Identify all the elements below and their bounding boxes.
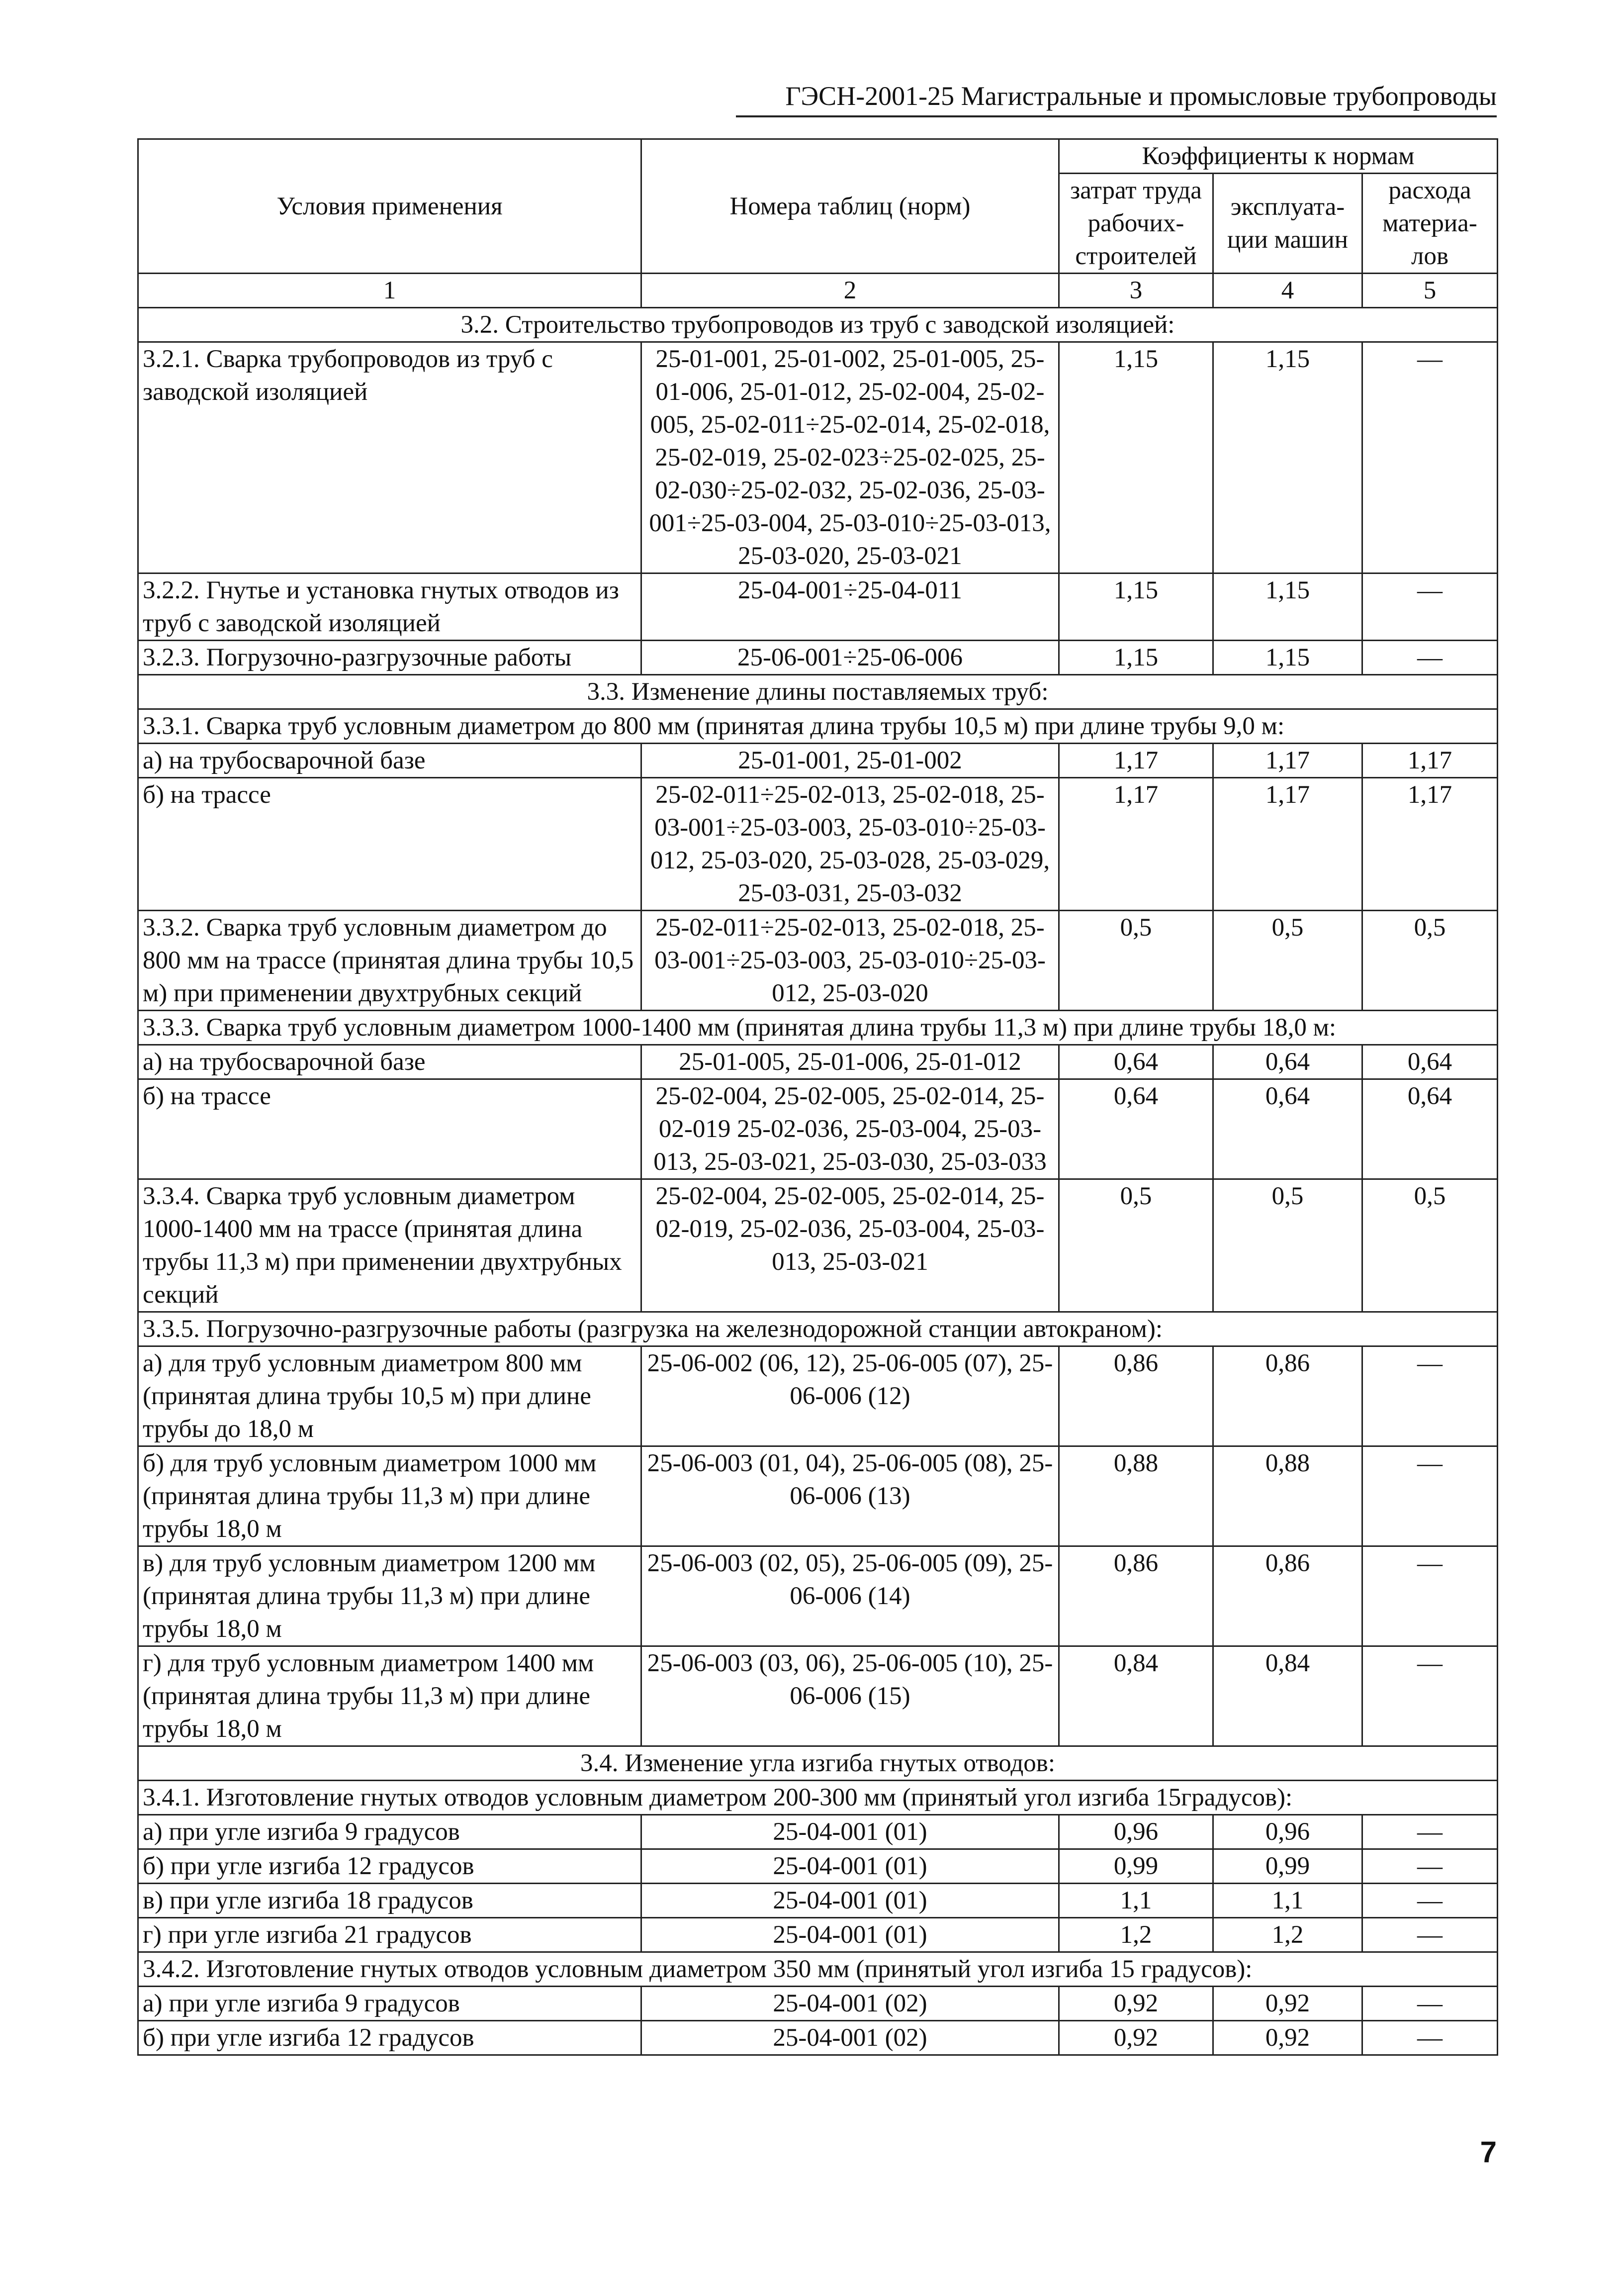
labor-coefficient-cell: 0,96 <box>1059 1815 1213 1849</box>
condition-cell: а) на трубосварочной базе <box>138 744 641 778</box>
table-row <box>138 1346 1498 1446</box>
table-numbers-cell: 25-04-001 (02) <box>641 2021 1059 2055</box>
header-materials: расхода материа-лов <box>1362 174 1498 274</box>
labor-coefficient-cell: 0,92 <box>1059 1987 1213 2021</box>
machines-coefficient-cell: 0,64 <box>1213 1045 1362 1079</box>
condition-cell: б) на трассе <box>138 778 641 911</box>
condition-cell: 3.3.2. Сварка труб условным диаметром до 800 мм на трассе (принятая длина трубы 10,5 м) при применении двухтрубных секций <box>138 911 641 1011</box>
materials-coefficient-cell: — <box>1362 1546 1498 1646</box>
labor-coefficient-cell: 0,86 <box>1059 1346 1213 1446</box>
section-title: 3.2. Строительство трубопроводов из труб с заводской изоляцией: <box>138 308 1498 342</box>
table-row <box>138 1079 1498 1179</box>
norms-coefficients-table <box>137 138 1498 2056</box>
labor-coefficient-cell: 0,64 <box>1059 1045 1213 1079</box>
machines-coefficient-cell: 0,84 <box>1213 1646 1362 1746</box>
table-row <box>138 1918 1498 1952</box>
subsection-title: 3.4.1. Изготовление гнутых отводов условным диаметром 200-300 мм (принятый угол изгиба 15градусов): <box>138 1781 1498 1815</box>
table-row <box>138 2021 1498 2055</box>
labor-coefficient-cell: 0,84 <box>1059 1646 1213 1746</box>
labor-coefficient-cell: 0,86 <box>1059 1546 1213 1646</box>
table-body <box>138 308 1498 2055</box>
section-title: 3.4. Изменение угла изгиба гнутых отводов: <box>138 1746 1498 1781</box>
subsection-title: 3.3.5. Погрузочно-разгрузочные работы (разгрузка на железнодорожной станции автокраном): <box>138 1312 1498 1346</box>
table-numbers-cell: 25-04-001 (01) <box>641 1884 1059 1918</box>
page-number: 7 <box>1480 2135 1497 2169</box>
subsection-title: 3.3.3. Сварка труб условным диаметром 1000-1400 мм (принятая длина трубы 11,3 м) при длине трубы 18,0 м: <box>138 1011 1498 1045</box>
table-row <box>138 1179 1498 1312</box>
table-numbers-cell: 25-01-005, 25-01-006, 25-01-012 <box>641 1045 1059 1079</box>
table-row <box>138 641 1498 675</box>
labor-coefficient-cell: 1,15 <box>1059 573 1213 641</box>
condition-cell: 3.3.4. Сварка труб условным диаметром 1000-1400 мм на трассе (принятая длина трубы 11,3 м) при применении двухтрубных секций <box>138 1179 641 1312</box>
machines-coefficient-cell: 1,15 <box>1213 573 1362 641</box>
materials-coefficient-cell: — <box>1362 1646 1498 1746</box>
condition-cell: 3.2.3. Погрузочно-разгрузочные работы <box>138 641 641 675</box>
machines-coefficient-cell: 1,17 <box>1213 778 1362 911</box>
table-numbers-cell: 25-01-001, 25-01-002 <box>641 744 1059 778</box>
labor-coefficient-cell: 1,17 <box>1059 744 1213 778</box>
header-coefficients: Коэффициенты к нормам <box>1059 139 1498 174</box>
machines-coefficient-cell: 1,15 <box>1213 641 1362 675</box>
header-machines: эксплуата-ции машин <box>1213 174 1362 274</box>
column-number-4: 4 <box>1213 274 1362 308</box>
machines-coefficient-cell: 0,96 <box>1213 1815 1362 1849</box>
machines-coefficient-cell: 0,86 <box>1213 1346 1362 1446</box>
labor-coefficient-cell: 0,64 <box>1059 1079 1213 1179</box>
materials-coefficient-cell: — <box>1362 2021 1498 2055</box>
machines-coefficient-cell: 1,1 <box>1213 1884 1362 1918</box>
condition-cell: а) для труб условным диаметром 800 мм (принятая длина трубы 10,5 м) при длине трубы до 18,0 м <box>138 1346 641 1446</box>
table-numbers-cell: 25-06-003 (01, 04), 25-06-005 (08), 25-06-006 (13) <box>641 1446 1059 1546</box>
materials-coefficient-cell: 1,17 <box>1362 778 1498 911</box>
machines-coefficient-cell: 0,92 <box>1213 1987 1362 2021</box>
condition-cell: 3.2.2. Гнутье и установка гнутых отводов из труб с заводской изоляцией <box>138 573 641 641</box>
header-labor: затрат труда рабочих-строителей <box>1059 174 1213 274</box>
section-title: 3.3. Изменение длины поставляемых труб: <box>138 675 1498 709</box>
labor-coefficient-cell: 0,92 <box>1059 2021 1213 2055</box>
machines-coefficient-cell: 0,64 <box>1213 1079 1362 1179</box>
machines-coefficient-cell: 1,2 <box>1213 1918 1362 1952</box>
materials-coefficient-cell: — <box>1362 641 1498 675</box>
header-conditions: Условия применения <box>138 139 641 274</box>
table-row <box>138 1849 1498 1884</box>
subsection-title: 3.3.1. Сварка труб условным диаметром до 800 мм (принятая длина трубы 10,5 м) при длине трубы 9,0 м: <box>138 709 1498 744</box>
column-number-5: 5 <box>1362 274 1498 308</box>
materials-coefficient-cell: — <box>1362 1446 1498 1546</box>
materials-coefficient-cell: — <box>1362 1346 1498 1446</box>
machines-coefficient-cell: 1,15 <box>1213 342 1362 573</box>
materials-coefficient-cell: 0,5 <box>1362 1179 1498 1312</box>
condition-cell: г) при угле изгиба 21 градусов <box>138 1918 641 1952</box>
subsection-row <box>138 709 1498 744</box>
column-number-1: 1 <box>138 274 641 308</box>
machines-coefficient-cell: 0,88 <box>1213 1446 1362 1546</box>
condition-cell: 3.2.1. Сварка трубопроводов из труб с заводской изоляцией <box>138 342 641 573</box>
condition-cell: г) для труб условным диаметром 1400 мм (принятая длина трубы 11,3 м) при длине трубы 18,0 м <box>138 1646 641 1746</box>
table-numbers-cell: 25-04-001 (01) <box>641 1918 1059 1952</box>
page-header: ГЭСН-2001-25 Магистральные и промысловые трубопроводы <box>785 81 1497 111</box>
condition-cell: в) для труб условным диаметром 1200 мм (принятая длина трубы 11,3 м) при длине трубы 18,0 м <box>138 1546 641 1646</box>
materials-coefficient-cell: — <box>1362 1918 1498 1952</box>
table-numbers-cell: 25-04-001 (02) <box>641 1987 1059 2021</box>
materials-coefficient-cell: — <box>1362 1884 1498 1918</box>
table-numbers-cell: 25-06-001÷25-06-006 <box>641 641 1059 675</box>
machines-coefficient-cell: 1,17 <box>1213 744 1362 778</box>
materials-coefficient-cell: — <box>1362 342 1498 573</box>
subsection-row <box>138 1952 1498 1987</box>
labor-coefficient-cell: 0,88 <box>1059 1446 1213 1546</box>
table-numbers-cell: 25-02-011÷25-02-013, 25-02-018, 25-03-001÷25-03-003, 25-03-010÷25-03-012, 25-03-020 <box>641 911 1059 1011</box>
table-row <box>138 744 1498 778</box>
machines-coefficient-cell: 0,86 <box>1213 1546 1362 1646</box>
materials-coefficient-cell: — <box>1362 1987 1498 2021</box>
table-row <box>138 1546 1498 1646</box>
labor-coefficient-cell: 1,15 <box>1059 641 1213 675</box>
condition-cell: б) на трассе <box>138 1079 641 1179</box>
section-row <box>138 1746 1498 1781</box>
table-numbers-cell: 25-01-001, 25-01-002, 25-01-005, 25-01-006, 25-01-012, 25-02-004, 25-02-005, 25-02-011÷25-02-014, 25-02-018, 25-02-019, 25-02-023÷25-02-025, 25-02-030÷25-02-032, 25-02-036, 25-03-001÷25-03-004, 25-03-010÷25-03-013, 25-03-020, 25-03-021 <box>641 342 1059 573</box>
table-row <box>138 1815 1498 1849</box>
labor-coefficient-cell: 1,2 <box>1059 1918 1213 1952</box>
header-table-numbers: Номера таблиц (норм) <box>641 139 1059 274</box>
table-numbers-cell: 25-02-004, 25-02-005, 25-02-014, 25-02-019 25-02-036, 25-03-004, 25-03-013, 25-03-021, 25-03-030, 25-03-033 <box>641 1079 1059 1179</box>
condition-cell: в) при угле изгиба 18 градусов <box>138 1884 641 1918</box>
table-numbers-cell: 25-02-011÷25-02-013, 25-02-018, 25-03-001÷25-03-003, 25-03-010÷25-03-012, 25-03-020, 25-03-028, 25-03-029, 25-03-031, 25-03-032 <box>641 778 1059 911</box>
table-row <box>138 1646 1498 1746</box>
materials-coefficient-cell: 0,64 <box>1362 1079 1498 1179</box>
table-row <box>138 1987 1498 2021</box>
condition-cell: а) при угле изгиба 9 градусов <box>138 1815 641 1849</box>
subsection-row <box>138 1312 1498 1346</box>
condition-cell: а) при угле изгиба 9 градусов <box>138 1987 641 2021</box>
table-numbers-cell: 25-02-004, 25-02-005, 25-02-014, 25-02-019, 25-02-036, 25-03-004, 25-03-013, 25-03-021 <box>641 1179 1059 1312</box>
table-numbers-cell: 25-06-002 (06, 12), 25-06-005 (07), 25-06-006 (12) <box>641 1346 1059 1446</box>
section-row <box>138 675 1498 709</box>
table-numbers-cell: 25-04-001 (01) <box>641 1815 1059 1849</box>
table-numbers-cell: 25-06-003 (02, 05), 25-06-005 (09), 25-06-006 (14) <box>641 1546 1059 1646</box>
condition-cell: б) для труб условным диаметром 1000 мм (принятая длина трубы 11,3 м) при длине трубы 18,0 м <box>138 1446 641 1546</box>
materials-coefficient-cell: — <box>1362 573 1498 641</box>
machines-coefficient-cell: 0,99 <box>1213 1849 1362 1884</box>
table-row <box>138 1045 1498 1079</box>
materials-coefficient-cell: — <box>1362 1849 1498 1884</box>
labor-coefficient-cell: 0,5 <box>1059 911 1213 1011</box>
table-row <box>138 1884 1498 1918</box>
labor-coefficient-cell: 1,17 <box>1059 778 1213 911</box>
machines-coefficient-cell: 0,5 <box>1213 911 1362 1011</box>
materials-coefficient-cell: 0,5 <box>1362 911 1498 1011</box>
subsection-title: 3.4.2. Изготовление гнутых отводов условным диаметром 350 мм (принятый угол изгиба 15 градусов): <box>138 1952 1498 1987</box>
table-row <box>138 1446 1498 1546</box>
materials-coefficient-cell: 0,64 <box>1362 1045 1498 1079</box>
machines-coefficient-cell: 0,92 <box>1213 2021 1362 2055</box>
table-row <box>138 911 1498 1011</box>
machines-coefficient-cell: 0,5 <box>1213 1179 1362 1312</box>
subsection-row <box>138 1781 1498 1815</box>
labor-coefficient-cell: 1,15 <box>1059 342 1213 573</box>
column-number-3: 3 <box>1059 274 1213 308</box>
materials-coefficient-cell: 1,17 <box>1362 744 1498 778</box>
subsection-row <box>138 1011 1498 1045</box>
materials-coefficient-cell: — <box>1362 1815 1498 1849</box>
section-row <box>138 308 1498 342</box>
table-row <box>138 778 1498 911</box>
table-row <box>138 342 1498 573</box>
column-number-2: 2 <box>641 274 1059 308</box>
header-rule <box>736 115 1497 117</box>
condition-cell: б) при угле изгиба 12 градусов <box>138 1849 641 1884</box>
table-row <box>138 573 1498 641</box>
labor-coefficient-cell: 0,5 <box>1059 1179 1213 1312</box>
table-numbers-cell: 25-04-001÷25-04-011 <box>641 573 1059 641</box>
condition-cell: а) на трубосварочной базе <box>138 1045 641 1079</box>
table-numbers-cell: 25-04-001 (01) <box>641 1849 1059 1884</box>
table-numbers-cell: 25-06-003 (03, 06), 25-06-005 (10), 25-06-006 (15) <box>641 1646 1059 1746</box>
labor-coefficient-cell: 0,99 <box>1059 1849 1213 1884</box>
condition-cell: б) при угле изгиба 12 градусов <box>138 2021 641 2055</box>
labor-coefficient-cell: 1,1 <box>1059 1884 1213 1918</box>
